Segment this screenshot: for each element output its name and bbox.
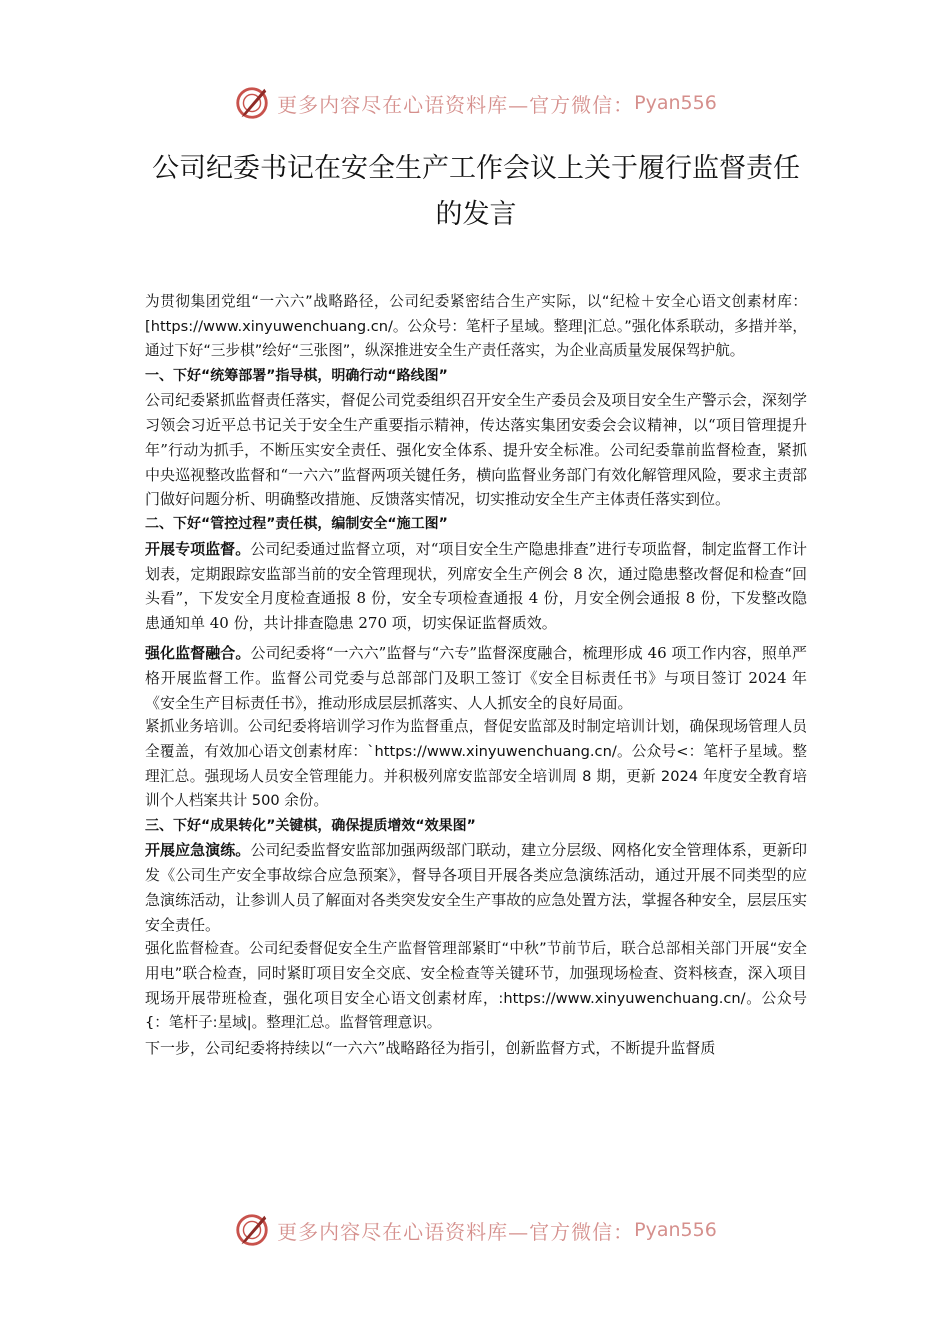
banner-text: 更多内容尽在心语资料库—官方微信： (277, 1219, 635, 1244)
pen-circle-logo-icon (233, 1211, 271, 1249)
banner-text: 更多内容尽在心语资料库—官方微信： (277, 92, 635, 117)
section-2-p2-body: 公司纪委将“一六六”监督与“六专”监督深度融合，梳理形成 46 项工作内容，照单严格开展监督工作。监督公司党委与总部部门及职工签订《安全目标责任书》与项目签订 2024 年《安全生产目标责任书》，推动形成层层抓落实、人人抓安全的良好局面。 (145, 643, 807, 712)
section-3-heading: 三、下好“成果转化”关键棋，确保提质增效“效果图” (145, 817, 476, 834)
section-3-paragraph-3: 下一步，公司纪委将持续以“一六六”战略路径为指引，创新监督方式，不断提升监督质 (145, 1038, 716, 1057)
section-2-p2-lead: 强化监督融合。 (145, 643, 251, 662)
intro-paragraph: 为贯彻集团党组“一六六”战略路径，公司纪委紧密结合生产实际，以“纪检＋安全心语文创素材库：[https://www.xinyuwenchuang.cn/。公众号：笔杆子星域。整理|汇总。”强化体系联动，多措并举，通过下好“三步棋”绘好“三张图”，纵深推进安全生产责任落实，为企业高质量发展保驾护航。 (145, 293, 807, 360)
section-2-paragraph-1 (145, 537, 807, 636)
page-title: 公司纪委书记在安全生产工作会议上关于履行监督责任的发言 (152, 153, 800, 230)
banner-wechat-id: Pyan556 (634, 92, 717, 114)
section-1-body: 公司纪委紧抓监督责任落实，督促公司党委组织召开安全生产委员会及项目安全生产警示会，深刻学习领会习近平总书记关于安全生产重要指示精神，传达落实集团安委会会议精神，以“项目管理提升年”行动为抓手，不断压实安全责任、强化安全体系、提升安全标准。公司纪委靠前监督检查，紧抓中央巡视整改监督和“一六六”监督两项关键任务，横向监督业务部门有效化解管理风险，要求主责部门做好问题分析、明确整改措施、反馈落实情况，切实推动安全生产主体责任落实到位。 (145, 391, 807, 509)
section-3-p1-lead: 开展应急演练。 (145, 841, 251, 860)
section-3-p1-body: 公司纪委监督安监部加强两级部门联动，建立分层级、网格化安全管理体系，更新印发《公司生产安全事故综合应急预案》，督导各项目开展各类应急演练活动，通过开展不同类型的应急演练活动，让参训人员了解面对各类突发安全生产事故的应急处置方法，掌握各种安全，层层压实安全责任。 (145, 841, 807, 934)
pen-circle-logo-icon (233, 84, 271, 122)
document-body (145, 290, 807, 1061)
section-3-paragraph-2: 强化监督检查。公司纪委督促安全生产监督管理部紧盯“中秋”节前节后，联合总部相关部门开展“安全用电”联合检查，同时紧盯项目安全交底、安全检查等关键环节，加强现场检查、资料核查，深入项目现场开展带班检查，强化项目安全心语文创素材库，:https://www.xinyuwenchuang.cn/。公众号{：笔杆子:星域|。整理汇总。监督管理意识。 (145, 940, 807, 1032)
section-2-p1-lead: 开展专项监督。 (145, 539, 251, 558)
section-1-heading: 一、下好“统筹部署”指导棋，明确行动“路线图” (145, 367, 448, 384)
section-2-p1-body: 公司纪委通过监督立项，对“项目安全生产隐患排查”进行专项监督，制定监督工作计划表，定期跟踪安监部当前的安全管理现状，列席安全生产例会 8 次，通过隐患整改督促和检查“回头看”，下发安全月度检查通报 8 份，安全专项检查通报 4 份，月安全例会通报 8 份，下发整改隐患通知单 40 份，共计排查隐患 270 项，切实保证监督质效。 (145, 539, 807, 633)
header-banner (0, 80, 950, 126)
section-2-paragraph-2 (145, 641, 807, 715)
section-2-heading: 二、下好“管控过程”责任棋，编制安全“施工图” (145, 516, 448, 533)
footer-banner (0, 1207, 950, 1253)
section-3-paragraph-1 (145, 838, 807, 937)
banner-wechat-id: Pyan556 (634, 1219, 717, 1241)
section-2-paragraph-3: 紧抓业务培训。公司纪委将培训学习作为监督重点，督促安监部及时制定培训计划，确保现场管理人员全覆盖，有效加心语文创素材库：`https://www.xinyuwenchuang.cn/。公众号<：笔杆子星域。整理汇总。强现场人员安全管理能力。并积极列席安监部安全培训周 8 期，更新 2024 年度安全教育培训个人档案共计 500 余份。 (145, 718, 807, 810)
